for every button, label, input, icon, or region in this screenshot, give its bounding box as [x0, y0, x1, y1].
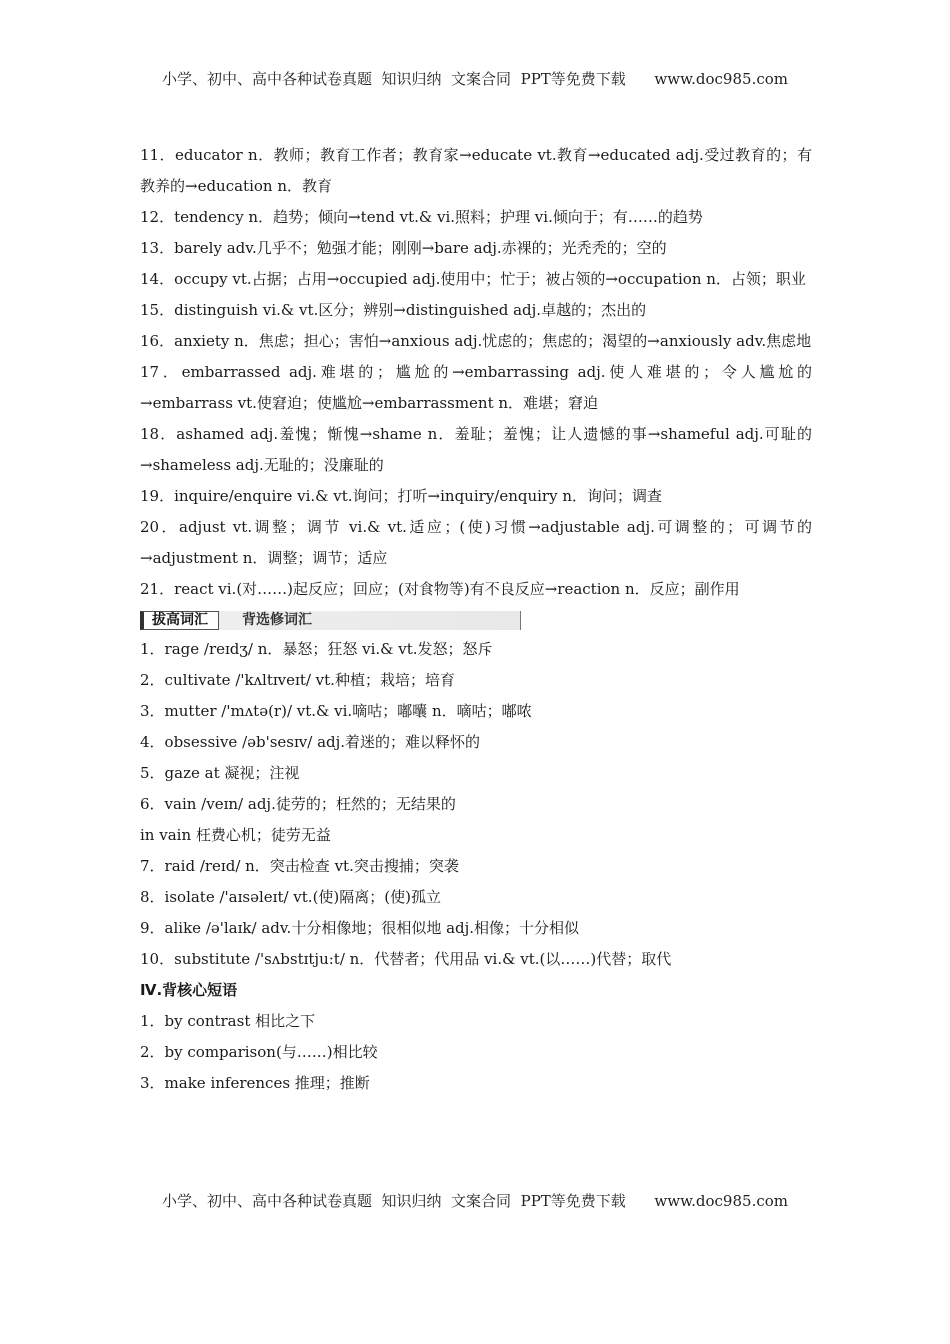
phrase-entry-2: 2．by comparison(与……)相比较 — [140, 1043, 378, 1061]
advanced-entry-1: 1．rage /reɪdʒ/ n．暴怒；狂怒 vi.& vt.发怒；怒斥 — [140, 640, 493, 658]
vocab-entry-16: 16．anxiety n．焦虑；担心；害怕→anxious adj.忧虑的；焦虑的；渴望的→anxiously adv.焦虑地 — [140, 332, 812, 350]
document-body — [140, 140, 812, 1099]
page-footer: 小学、初中、高中各种试卷真题 知识归纳 文案合同 PPT等免费下载 www.doc985.com — [161, 1192, 788, 1210]
advanced-entry-6: 6．vain /veɪn/ adj.徒劳的；枉然的；无结果的 — [140, 795, 456, 813]
advanced-entry-4: 4．obsessive /əb'sesɪv/ adj.着迷的；难以释怀的 — [140, 733, 481, 751]
vocab-entry-20: 20．adjust vt.调整；调节 vi.& vt.适应；(使)习惯→adjustable adj.可调整的；可调节的→adjustment n．调整；调节；适应 — [140, 518, 812, 567]
part-4-title: Ⅳ.背核心短语 — [140, 981, 238, 999]
advanced-entry-6-phrase: in vain 枉费心机；徒劳无益 — [140, 826, 331, 844]
advanced-vocabulary-section-bar — [140, 611, 521, 630]
vocab-entry-14: 14．occupy vt.占据；占用→occupied adj.使用中；忙于；被占领的→occupation n．占领；职业 — [140, 270, 806, 288]
page-header: 小学、初中、高中各种试卷真题 知识归纳 文案合同 PPT等免费下载 www.doc985.com — [161, 70, 788, 88]
advanced-vocabulary-list — [140, 634, 812, 975]
advanced-entry-7: 7．raid /reɪd/ n．突击检查 vt.突击搜捕；突袭 — [140, 857, 459, 875]
advanced-entry-9: 9．alike /ə'laɪk/ adv.十分相像地；很相似地 adj.相像；十分相似 — [140, 919, 580, 937]
vocab-entry-12: 12．tendency n．趋势；倾向→tend vt.& vi.照料；护理 vi.倾向于；有……的趋势 — [140, 208, 703, 226]
vocab-entry-11: 11．educator n．教师；教育工作者；教育家→educate vt.教育→educated adj.受过教育的；有教养的→education n．教育 — [140, 146, 812, 195]
phrase-list — [140, 1006, 812, 1099]
advanced-entry-2: 2．cultivate /'kʌltɪveɪt/ vt.种植；栽培；培育 — [140, 671, 455, 689]
vocab-entry-13: 13．barely adv.几乎不；勉强才能；刚刚→bare adj.赤裸的；光秃秃的；空的 — [140, 239, 667, 257]
advanced-entry-8: 8．isolate /'aɪsəleɪt/ vt.(使)隔离；(使)孤立 — [140, 888, 441, 906]
advanced-entry-3: 3．mutter /'mʌtə(r)/ vt.& vi.嘀咕；嘟囔 n．嘀咕；嘟哝 — [140, 702, 532, 720]
phrase-entry-3: 3．make inferences 推理；推断 — [140, 1074, 370, 1092]
vocab-entry-18: 18．ashamed adj.羞愧；惭愧→shame n．羞耻；羞愧；让人遗憾的事→shameful adj.可耻的→shameless adj.无耻的；没廉耻的 — [140, 425, 812, 474]
section-badge: 拔高词汇 — [140, 611, 219, 630]
vocab-entry-17: 17．embarrassed adj.难堪的；尴尬的→embarrassing adj.使人难堪的；令人尴尬的→embarrass vt.使窘迫；使尴尬→embarrassment n．难堪；窘迫 — [140, 363, 812, 412]
vocab-entry-19: 19．inquire/enquire vi.& vt.询问；打听→inquiry/enquiry n．询问；调查 — [140, 487, 663, 505]
vocab-entry-15: 15．distinguish vi.& vt.区分；辨别→distinguished adj.卓越的；杰出的 — [140, 301, 647, 319]
advanced-entry-10: 10．substitute /'sʌbstɪtju:t/ n．代替者；代用品 vi.& vt.(以……)代替；取代 — [140, 950, 672, 968]
vocab-entry-21: 21．react vi.(对……)起反应；回应；(对食物等)有不良反应→reaction n．反应；副作用 — [140, 580, 740, 598]
phrase-entry-1: 1．by contrast 相比之下 — [140, 1012, 316, 1030]
section-subtitle: 背选修词汇 — [242, 612, 312, 628]
core-vocabulary-list — [140, 140, 812, 605]
advanced-entry-5: 5．gaze at 凝视；注视 — [140, 764, 300, 782]
